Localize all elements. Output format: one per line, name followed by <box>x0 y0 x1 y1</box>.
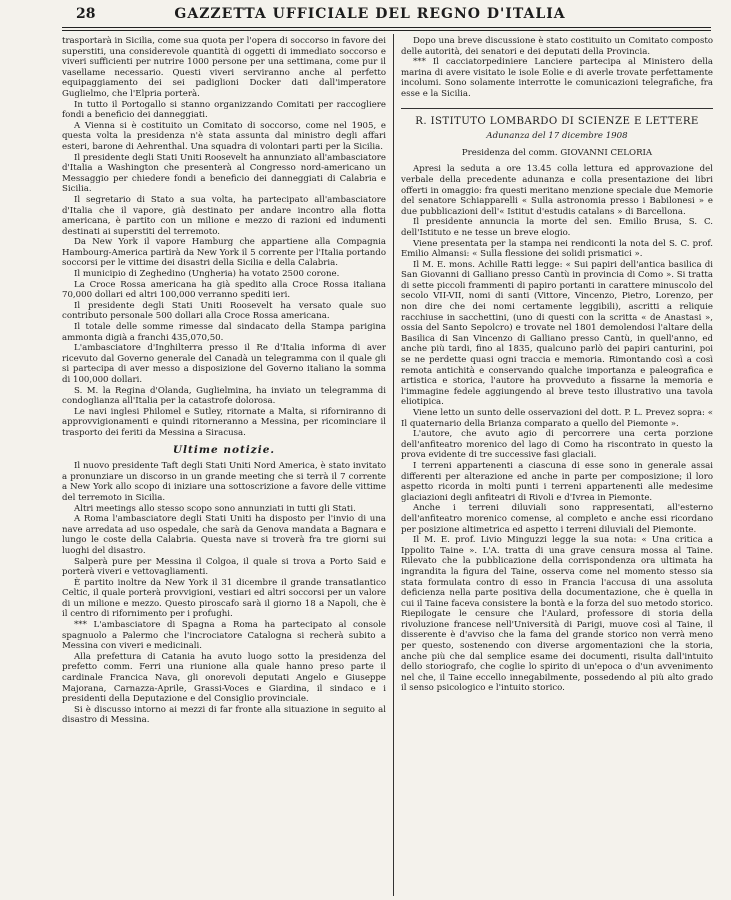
paragraph: *** L'ambasciatore di Spagna a Roma ha partecipato al console spagnuolo a Palermo che l'incrociatore Catalogna si recherà subito a Messina con viveri e medicinali. <box>62 620 386 652</box>
paragraph: Il M. E. prof. Livio Minguzzi legge la sua nota: « Una critica a Ippolito Taine ». L'A. tratta di una grave censura mossa al Taine. Rilevato che la pubblicazione della corrispondenza ora ultimata ha ingrandita la figura del Taine, osserva come nel momento stesso sia stata formulata contro di esso in Francia l'accusa di una assoluta deficienza nella parte positiva della documentazione, che è quella in cui il Taine faceva consistere la bontà e la forza del suo metodo storico. Riepilogate le censure che l'Aulard, professore di storia della rivoluzione francese nell'Università di Parigi, muove così al Taine, il disserente è d'avviso che la fama del grande storico non verrà meno per questo, sostenendo con diverse argomentazioni che la storia, anche più che dal semplice esame dei documenti, risulta dall'intuito dello storiografo, che coglie lo spirito di un'epoca o d'un avvenimento nel che, il Taine eccello innegabilmente, possedendo al più alto grado il senso psicologico e l'intuito storico. <box>401 535 713 694</box>
header-rule-double <box>62 30 711 31</box>
paragraph: Altri meetings allo stesso scopo sono annunziati in tutti gli Stati. <box>74 503 356 514</box>
paragraph: Apresi la seduta a ore 13.45 colla lettura ed approvazione del verbale della precedente adunanza e colla presentazione dei libri offerti in omaggio: fra questi meritano menzione speciale due Memorie del senatore Schiapparelli « Sulla astronomia presso i Babilonesi » e due pubblicazioni dell'« Istitut d'estudis catalans » di Barcellona. <box>401 164 713 217</box>
paragraph: Il M. E. mons. Achille Ratti legge: « Sui papiri dell'antica basilica di San Giovanni di Galliano presso Cantù in provincia di Como ». Si tratta di sette piccoli frammenti di papiro portanti in carattere minuscolo del secolo VII-VII, nomi di santi (Vittore, Vincenzo, Pietro, Lorenzo, per non dire che dei nomi certamente leggibili), ascritti a reliquie racchiuse in sacchettini, (uno di questi con la scritta « de Anastasi », ossia del Santo Sepolcro) e trovate nel 1801 demolendosi l'altare della Basilica di San Vincenzo di Galliano presso Cantù, in quell'anno, ed anche più tardi, fino al 1835, qualcuno parlò dei papiri canturini, poi se ne perdette quasi ogni traccia e memoria. Rimontando così a così remota antichità e conservando qualche importanza e paleografica e artistica e storica, l'autore ha provveduto a fissarne la memoria e l'immagine fedele aggiungendo al breve testo illustrativo una tavola eliotipica. <box>401 259 713 408</box>
section-heading: Ultime notizie. <box>172 443 276 456</box>
paragraph: L'autore, che avuto agio di percorrere una certa porzione dell'anfiteatro morenico del lago di Como ha riscontrato in questo la prova evidente di tre successive fasi glaciali. <box>401 429 713 461</box>
paragraph: Il presidente annuncia la morte del sen. Emilio Brusa, S. C. dell'Istituto e ne tesse un breve elogio. <box>401 217 713 238</box>
header-rule <box>62 27 711 28</box>
paragraph: Le navi inglesi Philomel e Sutley, ritornate a Malta, si riforniranno di approvvigionamenti e quindi ritorneranno a Messina, per ricominciare il trasporto dei feriti da Messina a Siracusa. <box>62 406 386 438</box>
paragraph: A Roma l'ambasciatore degli Stati Uniti ha disposto per l'invio di una nave arredata ad uso ospedale, che sarà da Genova mandata a Bagnara e lungo le coste della Calabria. Questa nave si troverà fra tre giorni sui luoghi del disastro. <box>62 514 386 556</box>
column-divider <box>393 34 394 896</box>
paragraph: Da New York il vapore Hamburg che appartiene alla Compagnia Hambourg-America partirà da New York il 5 corrente per l'Italia portando soccorsi per le vittime dei disastri della Sicilia e della Calabria. <box>62 237 386 269</box>
paragraph: La Croce Rossa americana ha già spedito alla Croce Rossa italiana 70,000 dollari ed altri 100,000 verranno spediti ieri. <box>62 279 386 301</box>
paragraph: *** Il cacciatorpediniere Lanciere partecipa al Ministero della marina di avere visitato le isole Eolie e di averle trovate perfettamente incolumi. Sono solamente interrotte le comunicazioni telegrafiche, fra esse e la Sicilia. <box>401 57 713 99</box>
paragraph: L'ambasciatore d'Inghilterra presso il Re d'Italia informa di aver ricevuto dal Governo generale del Canadà un telegramma con il quale gli si partecipa di aver messo a disposizione del Governo italiano la somma di 100,000 dollari. <box>62 343 386 385</box>
meeting-date: Adunanza del 17 dicembre 1908 <box>486 131 628 142</box>
paragraph: Il presidente degli Stati Uniti Roosevelt ha annunziato all'ambasciatore d'Italia a Washington che presenterà al Congresso nord-americano un Messaggio per chiedere fondi a beneficio dei danneggiati di Calabria e Sicilia. <box>62 152 386 195</box>
paragraph: Il totale delle somme rimesse dal sindacato della Stampa parigina ammonta digià a franchi 435,070,50. <box>62 322 386 343</box>
institution-heading: R. ISTITUTO LOMBARDO DI SCIENZE E LETTERE <box>415 115 699 127</box>
paragraph: In tutto il Portogallo si stanno organizzando Comitati per raccogliere fondi a beneficio dei danneggiati. <box>62 99 386 121</box>
paragraph: Il segretario di Stato a sua volta, ha partecipato all'ambasciatore d'Italia che il vapore, già destinato per andare incontro alla flotta americana, è partito con un milione e mezzo di razioni ed indumenti destinati ai superstiti del terremoto. <box>62 194 386 237</box>
paragraph: Viene presentata per la stampa nei rendiconti la nota del S. C. prof. Emilio Almansi: « Sulla flessione dei solidi prismatici ». <box>401 238 713 260</box>
paragraph: Alla prefettura di Catania ha avuto luogo sotto la presidenza del prefetto comm. Ferri una riunione alla quale hanno preso parte il cardinale Francica Nava, gli onorevoli deputati Angelo e Giuseppe Majorana, Carnazza-Aprile, Grassi-Voces e Giardina, il sindaco e i presidenti della Deputazione e del Consiglio provinciale. <box>62 651 386 705</box>
page-number: 28 <box>76 6 96 22</box>
paragraph: Il nuovo presidente Taft degli Stati Uniti Nord America, è stato invitato a pronunziare un discorso in un grande meeting che si terrà il 7 corrente a New York allo scopo di iniziare una sottoscrizione a favore delle vittime del terremoto in Sicilia. <box>62 461 386 503</box>
left-column <box>62 36 386 726</box>
paragraph: Il presidente degli Stati Uniti Roosevelt ha versato quale suo contributo personale 500 dollari alla Croce Rossa americana. <box>62 300 386 322</box>
section-rule <box>401 108 713 109</box>
paragraph: Salperà pure per Messina il Colgoa, il quale si trova a Porto Said e porterà viveri e vettovagliamenti. <box>62 556 386 578</box>
paragraph: È partito inoltre da New York il 31 dicembre il grande transatlantico Celtic, il quale porterà provvigioni, vestiari ed altri soccorsi per un valore di un milione e mezzo. Questo piroscafo sarà il giorno 18 a Napoli, che è il centro di rifornimento per i profughi. <box>62 577 386 620</box>
paragraph: Il municipio di Zeghedino (Ungheria) ha votato 2500 corone. <box>74 269 340 280</box>
right-column <box>401 36 713 694</box>
paragraph: Anche i terreni diluviali sono rappresentati, all'esterno dell'anfiteatro morenico comense, al completo e anche essi ricordano per posizione altimetrica ed aspetto i terreni diluviali del Piemonte. <box>401 503 713 535</box>
paragraph: I terreni appartenenti a ciascuna di esse sono in generale assai differenti per alterazione ed anche in parte per composizione; il loro aspetto ricorda in molti punti i terreni appartenenti alle medesime glaciazioni degli anfiteatri di Rivoli e d'Ivrea in Piemonte. <box>401 460 713 503</box>
paragraph: Dopo una breve discussione è stato costituito un Comitato composto delle autorità, dei senatori e dei deputati della Provincia. <box>401 36 713 57</box>
paragraph: Si è discusso intorno ai mezzi di far fronte alla situazione in seguito al disastro di Messina. <box>62 704 386 726</box>
paragraph: Viene letto un sunto delle osservazioni del dott. P. L. Prevez sopra: « Il quaternario della Brianza comparato a quello del Piemonte ». <box>401 408 713 429</box>
paragraph: trasportarà in Sicilia, come sua quota per l'opera di soccorso in favore dei superstiti, una considerevole quantità di oggetti di immediato soccorso e viveri sufficienti per nutrire 1000 persone per una settimana, come pur il vasellame necessario. Questi viveri serviranno anche al perfetto equipaggiamento dei sei padiglioni Docker dati dall'imperatore Guglielmo, che l'Elpria porterà. <box>62 36 386 99</box>
paragraph: S. M. la Regina d'Olanda, Guglielmina, ha inviato un telegramma di condoglianza all'Italia per la catastrofe dolorosa. <box>62 385 386 407</box>
paragraph: A Vienna si è costituito un Comitato di soccorso, come nel 1905, e questa volta la presidenza n'è stata assunta dal ministro degli affari esteri, barone di Aehrenthal. Una squadra di volontari parti per la Sicilia. <box>62 120 386 152</box>
presidency-line: Presidenza del comm. GIOVANNI CELORIA <box>461 147 653 158</box>
masthead-title: GAZZETTA UFFICIALE DEL REGNO D'ITALIA <box>174 6 566 22</box>
